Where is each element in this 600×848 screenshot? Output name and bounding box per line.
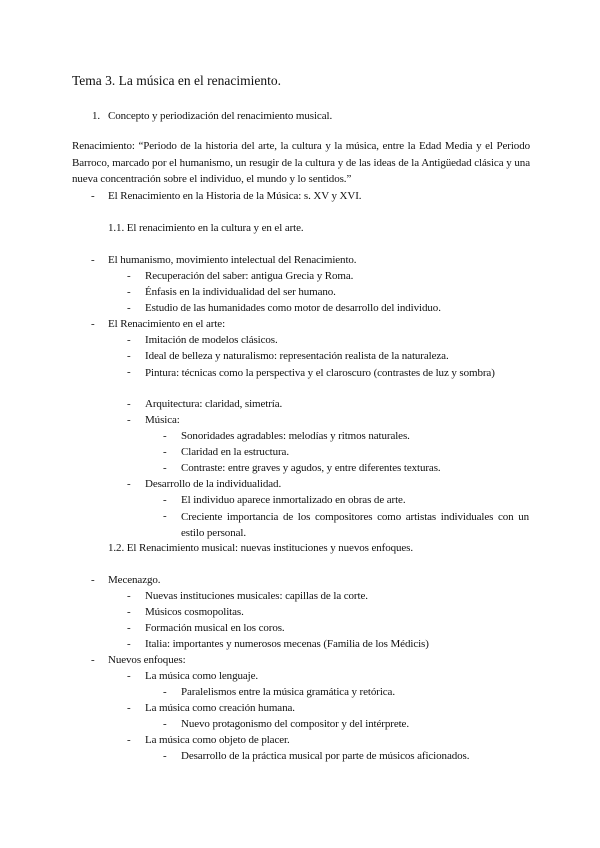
list-item: Énfasis en la individualidad del ser humano. <box>145 286 336 298</box>
bullet-dash: - <box>163 750 167 762</box>
list-item-humanismo: El humanismo, movimiento intelectual del Renacimiento. <box>108 254 357 266</box>
list-item: El individuo aparece inmortalizado en obras de arte. <box>181 494 406 506</box>
bullet-dash: - <box>163 462 167 474</box>
list-item: Creciente importancia de los compositores como artistas individuales con un estilo personal. <box>181 511 529 539</box>
bullet-dash: - <box>163 446 167 458</box>
bullet-dash: - <box>163 430 167 442</box>
list-item-arte: El Renacimiento en el arte: <box>108 318 226 330</box>
list-item: La música como lenguaje. <box>145 670 259 682</box>
list-item: Músicos cosmopolitas. <box>145 606 244 618</box>
list-item: Sonoridades agradables: melodías y ritmos naturales. <box>181 430 410 442</box>
bullet-dash: - <box>91 318 95 330</box>
list-item: Contraste: entre graves y agudos, y entre diferentes texturas. <box>181 462 441 474</box>
bullet-dash: - <box>127 350 131 362</box>
bullet-dash: - <box>127 302 131 314</box>
bullet-dash: - <box>127 366 131 378</box>
bullet-dash: - <box>127 606 131 618</box>
bullet-dash: - <box>127 478 131 490</box>
definition-paragraph: Renacimiento: “Periodo de la historia del arte, la cultura y la música, entre la Edad Media y el Periodo Barroco, marcado por el humanismo, un resugir de la cultura y de las ideas de la Antigüedad clásica y una nueva concentración sobre el individuo, el mundo y lo sentidos.” <box>72 140 530 185</box>
list-item-enfoques: Nuevos enfoques: <box>108 654 186 666</box>
bullet-dash: - <box>127 622 131 634</box>
section-number: 1. <box>92 110 101 122</box>
list-item: Formación musical en los coros. <box>145 622 285 634</box>
list-item: La música como objeto de placer. <box>145 734 290 746</box>
list-item-mecenazgo: Mecenazgo. <box>108 574 161 586</box>
bullet-dash: - <box>127 286 131 298</box>
bullet-dash: - <box>163 510 167 522</box>
bullet-dash: - <box>91 254 95 266</box>
bullet-dash: - <box>127 734 131 746</box>
bullet-dash: - <box>127 638 131 650</box>
bullet-dash: - <box>163 686 167 698</box>
list-item: Desarrollo de la práctica musical por parte de músicos aficionados. <box>181 750 470 762</box>
list-item: Arquitectura: claridad, simetría. <box>145 398 283 410</box>
list-item: Pintura: técnicas como la perspectiva y el claroscuro (contrastes de luz y sombra) <box>145 367 495 379</box>
list-item: Italia: importantes y numerosos mecenas (Familia de los Médicis) <box>145 638 429 650</box>
list-item: Imitación de modelos clásicos. <box>145 334 278 346</box>
bullet-dash: - <box>127 398 131 410</box>
bullet-dash: - <box>91 574 95 586</box>
list-item: Paralelismos entre la música gramática y retórica. <box>181 686 395 698</box>
bullet-dash: - <box>127 590 131 602</box>
section-heading: Concepto y periodización del renacimiento musical. <box>108 110 333 122</box>
list-item: Ideal de belleza y naturalismo: representación realista de la naturaleza. <box>145 350 449 362</box>
bullet-dash: - <box>127 414 131 426</box>
bullet-dash: - <box>163 494 167 506</box>
list-item: Estudio de las humanidades como motor de desarrollo del individuo. <box>145 302 441 314</box>
list-item-historia: El Renacimiento en la Historia de la Música: s. XV y XVI. <box>108 190 362 202</box>
bullet-dash: - <box>127 670 131 682</box>
bullet-dash: - <box>91 190 95 202</box>
list-item: Nuevo protagonismo del compositor y del intérprete. <box>181 718 409 730</box>
subsection-heading-1-2: 1.2. El Renacimiento musical: nuevas instituciones y nuevos enfoques. <box>108 542 414 554</box>
list-item: La música como creación humana. <box>145 702 295 714</box>
document-title: Tema 3. La música en el renacimiento. <box>72 73 281 88</box>
bullet-dash: - <box>163 718 167 730</box>
list-item: Claridad en la estructura. <box>181 446 289 458</box>
list-item: Recuperación del saber: antigua Grecia y Roma. <box>145 270 354 282</box>
bullet-dash: - <box>127 702 131 714</box>
list-item-musica: Música: <box>145 414 180 426</box>
list-item-individualidad: Desarrollo de la individualidad. <box>145 478 282 490</box>
bullet-dash: - <box>91 654 95 666</box>
list-item: Nuevas instituciones musicales: capillas de la corte. <box>145 590 368 602</box>
bullet-dash: - <box>127 334 131 346</box>
bullet-dash: - <box>127 270 131 282</box>
subsection-heading-1-1: 1.1. El renacimiento en la cultura y en el arte. <box>108 222 304 234</box>
